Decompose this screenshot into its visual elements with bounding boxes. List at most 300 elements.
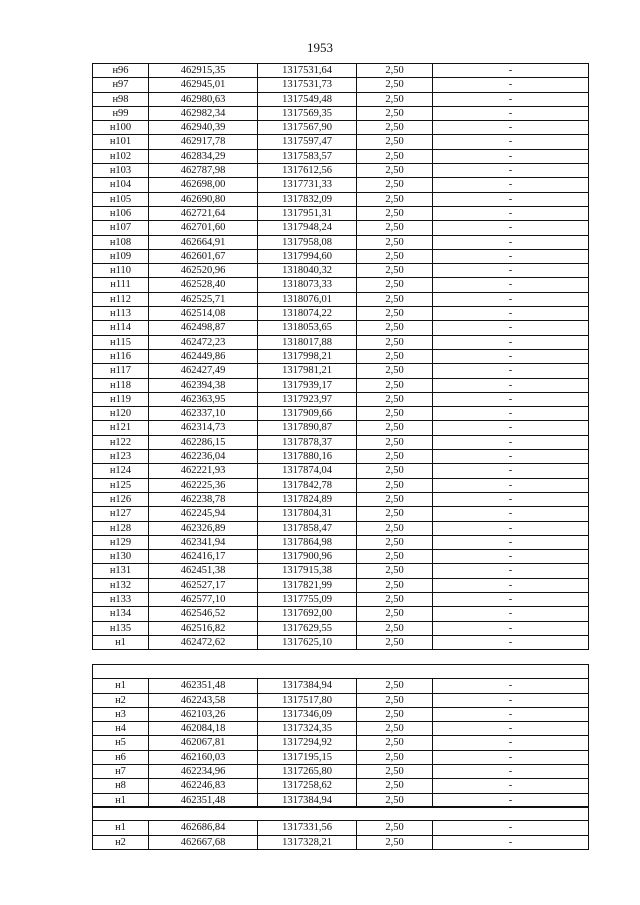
y-coordinate-cell: 1317597,47 — [258, 135, 357, 149]
x-coordinate-cell: 462449,86 — [149, 349, 258, 363]
table-row — [93, 292, 589, 306]
dash-cell: - — [433, 779, 589, 793]
point-label-cell: н104 — [93, 178, 149, 192]
table-row — [93, 235, 589, 249]
y-coordinate-cell: 1317994,60 — [258, 249, 357, 263]
y-coordinate-cell: 1318073,33 — [258, 278, 357, 292]
dash-cell: - — [433, 278, 589, 292]
point-label-cell: н124 — [93, 464, 149, 478]
point-label-cell: н8 — [93, 779, 149, 793]
y-coordinate-cell: 1317939,17 — [258, 378, 357, 392]
value-cell: 2,50 — [357, 106, 433, 120]
table-row — [93, 578, 589, 592]
value-cell: 2,50 — [357, 607, 433, 621]
table-row — [93, 221, 589, 235]
table-row — [93, 264, 589, 278]
y-coordinate-cell: 1317294,92 — [258, 736, 357, 750]
value-cell: 2,50 — [357, 693, 433, 707]
y-coordinate-cell: 1317265,80 — [258, 765, 357, 779]
x-coordinate-cell: 462690,80 — [149, 192, 258, 206]
dash-cell: - — [433, 578, 589, 592]
dash-cell: - — [433, 135, 589, 149]
dash-cell: - — [433, 421, 589, 435]
value-cell: 2,50 — [357, 835, 433, 849]
point-label-cell: н1 — [93, 635, 149, 649]
value-cell: 2,50 — [357, 135, 433, 149]
value-cell: 2,50 — [357, 550, 433, 564]
dash-cell: - — [433, 693, 589, 707]
y-coordinate-cell: 1317328,21 — [258, 835, 357, 849]
point-label-cell: н117 — [93, 364, 149, 378]
y-coordinate-cell: 1317824,89 — [258, 492, 357, 506]
x-coordinate-cell: 462427,49 — [149, 364, 258, 378]
table-row — [93, 722, 589, 736]
value-cell: 2,50 — [357, 707, 433, 721]
x-coordinate-cell: 462686,84 — [149, 821, 258, 835]
table-row — [93, 321, 589, 335]
value-cell: 2,50 — [357, 335, 433, 349]
x-coordinate-cell: 462084,18 — [149, 722, 258, 736]
point-label-cell: н110 — [93, 264, 149, 278]
dash-cell: - — [433, 221, 589, 235]
x-coordinate-cell: 462341,94 — [149, 535, 258, 549]
value-cell: 2,50 — [357, 249, 433, 263]
value-cell: 2,50 — [357, 307, 433, 321]
dash-cell: - — [433, 821, 589, 835]
y-coordinate-cell: 1317517,80 — [258, 693, 357, 707]
dash-cell: - — [433, 592, 589, 606]
dash-cell: - — [433, 750, 589, 764]
value-cell: 2,50 — [357, 521, 433, 535]
y-coordinate-cell: 1317981,21 — [258, 364, 357, 378]
table-row — [93, 192, 589, 206]
point-label-cell: н109 — [93, 249, 149, 263]
point-label-cell: н106 — [93, 206, 149, 220]
point-label-cell: н119 — [93, 392, 149, 406]
separator-row — [93, 807, 589, 821]
y-coordinate-cell: 1317915,38 — [258, 564, 357, 578]
x-coordinate-cell: 462337,10 — [149, 407, 258, 421]
point-label-cell: н130 — [93, 550, 149, 564]
dash-cell: - — [433, 521, 589, 535]
point-label-cell: н3 — [93, 707, 149, 721]
y-coordinate-cell: 1317755,09 — [258, 592, 357, 606]
y-coordinate-cell: 1318040,32 — [258, 264, 357, 278]
table-row — [93, 550, 589, 564]
table-row — [93, 307, 589, 321]
table-row — [93, 821, 589, 835]
table-row — [93, 135, 589, 149]
point-label-cell: н101 — [93, 135, 149, 149]
point-label-cell: н128 — [93, 521, 149, 535]
point-label-cell: н121 — [93, 421, 149, 435]
y-coordinate-cell: 1317384,94 — [258, 793, 357, 807]
table-row — [93, 621, 589, 635]
table-row — [93, 364, 589, 378]
x-coordinate-cell: 462982,34 — [149, 106, 258, 120]
dash-cell: - — [433, 492, 589, 506]
separator-row — [93, 665, 589, 679]
dash-cell: - — [433, 192, 589, 206]
point-label-cell: н111 — [93, 278, 149, 292]
point-label-cell: н7 — [93, 765, 149, 779]
y-coordinate-cell: 1317858,47 — [258, 521, 357, 535]
dash-cell: - — [433, 507, 589, 521]
value-cell: 2,50 — [357, 235, 433, 249]
y-coordinate-cell: 1317948,24 — [258, 221, 357, 235]
dash-cell: - — [433, 407, 589, 421]
point-label-cell: н1 — [93, 793, 149, 807]
value-cell: 2,50 — [357, 592, 433, 606]
value-cell: 2,50 — [357, 621, 433, 635]
point-label-cell: н100 — [93, 121, 149, 135]
dash-cell: - — [433, 535, 589, 549]
value-cell: 2,50 — [357, 78, 433, 92]
value-cell: 2,50 — [357, 578, 433, 592]
point-label-cell: н122 — [93, 435, 149, 449]
x-coordinate-cell: 462286,15 — [149, 435, 258, 449]
dash-cell: - — [433, 106, 589, 120]
dash-cell: - — [433, 635, 589, 649]
table-row — [93, 679, 589, 693]
separator-cell — [93, 665, 589, 679]
point-label-cell: н114 — [93, 321, 149, 335]
y-coordinate-cell: 1317864,98 — [258, 535, 357, 549]
value-cell: 2,50 — [357, 149, 433, 163]
x-coordinate-cell: 462326,89 — [149, 521, 258, 535]
value-cell: 2,50 — [357, 821, 433, 835]
y-coordinate-cell: 1317878,37 — [258, 435, 357, 449]
value-cell: 2,50 — [357, 464, 433, 478]
table-row — [93, 521, 589, 535]
dash-cell: - — [433, 235, 589, 249]
x-coordinate-cell: 462915,35 — [149, 64, 258, 78]
value-cell: 2,50 — [357, 164, 433, 178]
value-cell: 2,50 — [357, 750, 433, 764]
dash-cell: - — [433, 121, 589, 135]
x-coordinate-cell: 462234,96 — [149, 765, 258, 779]
dash-cell: - — [433, 264, 589, 278]
x-coordinate-cell: 462516,82 — [149, 621, 258, 635]
x-coordinate-cell: 462314,73 — [149, 421, 258, 435]
y-coordinate-cell: 1317958,08 — [258, 235, 357, 249]
table-row — [93, 750, 589, 764]
point-label-cell: н132 — [93, 578, 149, 592]
dash-cell: - — [433, 835, 589, 849]
dash-cell: - — [433, 564, 589, 578]
value-cell: 2,50 — [357, 793, 433, 807]
point-label-cell: н108 — [93, 235, 149, 249]
table-row — [93, 121, 589, 135]
x-coordinate-cell: 462394,38 — [149, 378, 258, 392]
x-coordinate-cell: 462698,00 — [149, 178, 258, 192]
table-row — [93, 835, 589, 849]
value-cell: 2,50 — [357, 178, 433, 192]
dash-cell: - — [433, 349, 589, 363]
x-coordinate-cell: 462416,17 — [149, 550, 258, 564]
dash-cell: - — [433, 292, 589, 306]
dash-cell: - — [433, 78, 589, 92]
value-cell: 2,50 — [357, 392, 433, 406]
point-label-cell: н118 — [93, 378, 149, 392]
x-coordinate-cell: 462514,08 — [149, 307, 258, 321]
point-label-cell: н5 — [93, 736, 149, 750]
y-coordinate-cell: 1317612,56 — [258, 164, 357, 178]
value-cell: 2,50 — [357, 679, 433, 693]
table-row — [93, 278, 589, 292]
dash-cell: - — [433, 249, 589, 263]
dash-cell: - — [433, 378, 589, 392]
table-row — [93, 78, 589, 92]
y-coordinate-cell: 1317900,96 — [258, 550, 357, 564]
x-coordinate-cell: 462103,26 — [149, 707, 258, 721]
table-row — [93, 206, 589, 220]
table-row — [93, 736, 589, 750]
x-coordinate-cell: 462243,58 — [149, 693, 258, 707]
value-cell: 2,50 — [357, 378, 433, 392]
table-row — [93, 106, 589, 120]
y-coordinate-cell: 1318074,22 — [258, 307, 357, 321]
point-label-cell: н120 — [93, 407, 149, 421]
y-coordinate-cell: 1317880,16 — [258, 450, 357, 464]
y-coordinate-cell: 1317832,09 — [258, 192, 357, 206]
point-label-cell: н96 — [93, 64, 149, 78]
y-coordinate-cell: 1317569,35 — [258, 106, 357, 120]
dash-cell: - — [433, 307, 589, 321]
point-label-cell: н102 — [93, 149, 149, 163]
x-coordinate-cell: 462980,63 — [149, 92, 258, 106]
y-coordinate-cell: 1317331,56 — [258, 821, 357, 835]
y-coordinate-cell: 1317890,87 — [258, 421, 357, 435]
value-cell: 2,50 — [357, 507, 433, 521]
value-cell: 2,50 — [357, 478, 433, 492]
x-coordinate-cell: 462451,38 — [149, 564, 258, 578]
dash-cell: - — [433, 335, 589, 349]
value-cell: 2,50 — [357, 765, 433, 779]
table-row — [93, 421, 589, 435]
y-coordinate-cell: 1317625,10 — [258, 635, 357, 649]
dash-cell: - — [433, 765, 589, 779]
point-label-cell: н115 — [93, 335, 149, 349]
point-label-cell: н116 — [93, 349, 149, 363]
dash-cell: - — [433, 92, 589, 106]
dash-cell: - — [433, 64, 589, 78]
coordinates-table — [92, 63, 589, 650]
y-coordinate-cell: 1317549,48 — [258, 92, 357, 106]
dash-cell: - — [433, 364, 589, 378]
value-cell: 2,50 — [357, 564, 433, 578]
y-coordinate-cell: 1317567,90 — [258, 121, 357, 135]
value-cell: 2,50 — [357, 635, 433, 649]
x-coordinate-cell: 462472,62 — [149, 635, 258, 649]
value-cell: 2,50 — [357, 736, 433, 750]
table-row — [93, 592, 589, 606]
point-label-cell: н131 — [93, 564, 149, 578]
x-coordinate-cell: 462245,94 — [149, 507, 258, 521]
x-coordinate-cell: 462945,01 — [149, 78, 258, 92]
table-row — [93, 392, 589, 406]
dash-cell: - — [433, 164, 589, 178]
y-coordinate-cell: 1318053,65 — [258, 321, 357, 335]
y-coordinate-cell: 1317909,66 — [258, 407, 357, 421]
point-label-cell: н2 — [93, 693, 149, 707]
y-coordinate-cell: 1317629,55 — [258, 621, 357, 635]
x-coordinate-cell: 462525,71 — [149, 292, 258, 306]
table-row — [93, 92, 589, 106]
x-coordinate-cell: 462520,96 — [149, 264, 258, 278]
point-label-cell: н107 — [93, 221, 149, 235]
x-coordinate-cell: 462601,67 — [149, 249, 258, 263]
dash-cell: - — [433, 321, 589, 335]
x-coordinate-cell: 462701,60 — [149, 221, 258, 235]
table-row — [93, 693, 589, 707]
x-coordinate-cell: 462917,78 — [149, 135, 258, 149]
y-coordinate-cell: 1317874,04 — [258, 464, 357, 478]
point-label-cell: н6 — [93, 750, 149, 764]
x-coordinate-cell: 462472,23 — [149, 335, 258, 349]
x-coordinate-cell: 462351,48 — [149, 793, 258, 807]
dash-cell: - — [433, 607, 589, 621]
y-coordinate-cell: 1317384,94 — [258, 679, 357, 693]
value-cell: 2,50 — [357, 278, 433, 292]
dash-cell: - — [433, 392, 589, 406]
point-label-cell: н123 — [93, 450, 149, 464]
dash-cell: - — [433, 707, 589, 721]
value-cell: 2,50 — [357, 321, 433, 335]
dash-cell: - — [433, 722, 589, 736]
x-coordinate-cell: 462246,83 — [149, 779, 258, 793]
value-cell: 2,50 — [357, 292, 433, 306]
table-row — [93, 607, 589, 621]
y-coordinate-cell: 1317842,78 — [258, 478, 357, 492]
y-coordinate-cell: 1317731,33 — [258, 178, 357, 192]
table-row — [93, 492, 589, 506]
y-coordinate-cell: 1317821,99 — [258, 578, 357, 592]
table-row — [93, 564, 589, 578]
x-coordinate-cell: 462834,29 — [149, 149, 258, 163]
table-row — [93, 335, 589, 349]
value-cell: 2,50 — [357, 349, 433, 363]
x-coordinate-cell: 462067,81 — [149, 736, 258, 750]
table-row — [93, 407, 589, 421]
x-coordinate-cell: 462238,78 — [149, 492, 258, 506]
dash-cell: - — [433, 478, 589, 492]
table-row — [93, 149, 589, 163]
y-coordinate-cell: 1317692,00 — [258, 607, 357, 621]
dash-cell: - — [433, 793, 589, 807]
point-label-cell: н134 — [93, 607, 149, 621]
value-cell: 2,50 — [357, 192, 433, 206]
x-coordinate-cell: 462577,10 — [149, 592, 258, 606]
point-label-cell: н127 — [93, 507, 149, 521]
y-coordinate-cell: 1317258,62 — [258, 779, 357, 793]
dash-cell: - — [433, 149, 589, 163]
table-row — [93, 507, 589, 521]
value-cell: 2,50 — [357, 435, 433, 449]
value-cell: 2,50 — [357, 421, 433, 435]
y-coordinate-cell: 1317923,97 — [258, 392, 357, 406]
x-coordinate-cell: 462363,95 — [149, 392, 258, 406]
value-cell: 2,50 — [357, 121, 433, 135]
x-coordinate-cell: 462160,03 — [149, 750, 258, 764]
point-label-cell: н112 — [93, 292, 149, 306]
point-label-cell: н4 — [93, 722, 149, 736]
table-row — [93, 535, 589, 549]
point-label-cell: н113 — [93, 307, 149, 321]
y-coordinate-cell: 1317998,21 — [258, 349, 357, 363]
point-label-cell: н105 — [93, 192, 149, 206]
x-coordinate-cell: 462546,52 — [149, 607, 258, 621]
value-cell: 2,50 — [357, 221, 433, 235]
dash-cell: - — [433, 464, 589, 478]
table-row — [93, 635, 589, 649]
dash-cell: - — [433, 178, 589, 192]
value-cell: 2,50 — [357, 722, 433, 736]
table-row — [93, 178, 589, 192]
point-label-cell: н99 — [93, 106, 149, 120]
x-coordinate-cell: 462225,36 — [149, 478, 258, 492]
table-row — [93, 765, 589, 779]
dash-cell: - — [433, 450, 589, 464]
x-coordinate-cell: 462498,87 — [149, 321, 258, 335]
x-coordinate-cell: 462667,68 — [149, 835, 258, 849]
x-coordinate-cell: 462940,39 — [149, 121, 258, 135]
point-label-cell: н129 — [93, 535, 149, 549]
point-label-cell: н98 — [93, 92, 149, 106]
point-label-cell: н103 — [93, 164, 149, 178]
coordinates-table — [92, 664, 589, 808]
y-coordinate-cell: 1317195,15 — [258, 750, 357, 764]
x-coordinate-cell: 462664,91 — [149, 235, 258, 249]
y-coordinate-cell: 1317531,64 — [258, 64, 357, 78]
table-row — [93, 349, 589, 363]
x-coordinate-cell: 462721,64 — [149, 206, 258, 220]
table-row — [93, 164, 589, 178]
page-number: 1953 — [307, 40, 333, 55]
table-row — [93, 707, 589, 721]
y-coordinate-cell: 1317346,09 — [258, 707, 357, 721]
y-coordinate-cell: 1317324,35 — [258, 722, 357, 736]
table-row — [93, 450, 589, 464]
x-coordinate-cell: 462527,17 — [149, 578, 258, 592]
dash-cell: - — [433, 621, 589, 635]
dash-cell: - — [433, 679, 589, 693]
point-label-cell: н125 — [93, 478, 149, 492]
dash-cell: - — [433, 206, 589, 220]
value-cell: 2,50 — [357, 450, 433, 464]
table-row — [93, 478, 589, 492]
x-coordinate-cell: 462221,93 — [149, 464, 258, 478]
x-coordinate-cell: 462351,48 — [149, 679, 258, 693]
separator-cell — [93, 807, 589, 821]
point-label-cell: н97 — [93, 78, 149, 92]
table-row — [93, 249, 589, 263]
value-cell: 2,50 — [357, 264, 433, 278]
table-row — [93, 435, 589, 449]
y-coordinate-cell: 1317951,31 — [258, 206, 357, 220]
dash-cell: - — [433, 550, 589, 564]
point-label-cell: н1 — [93, 679, 149, 693]
y-coordinate-cell: 1318017,88 — [258, 335, 357, 349]
point-label-cell: н1 — [93, 821, 149, 835]
dash-cell: - — [433, 736, 589, 750]
point-label-cell: н126 — [93, 492, 149, 506]
x-coordinate-cell: 462528,40 — [149, 278, 258, 292]
value-cell: 2,50 — [357, 535, 433, 549]
value-cell: 2,50 — [357, 64, 433, 78]
value-cell: 2,50 — [357, 407, 433, 421]
table-row — [93, 378, 589, 392]
